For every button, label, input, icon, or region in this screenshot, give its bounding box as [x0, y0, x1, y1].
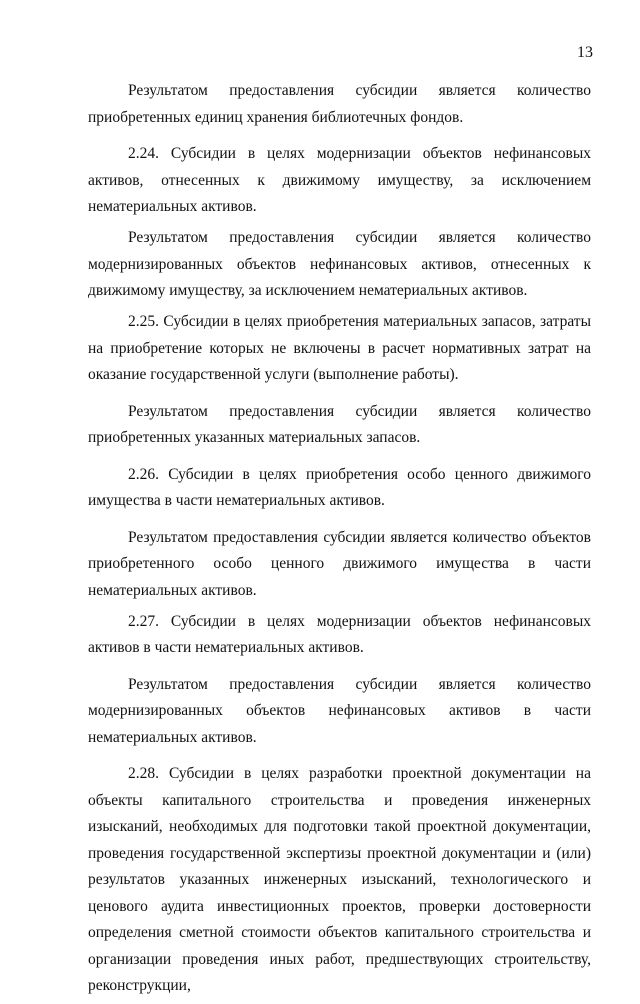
paragraph-2-28: 2.28. Субсидии в целях разработки проектной документации на объекты капитального строительства и проведения инженерных изысканий, необходимых для подготовки такой проектной документации, проведения государственной экспертизы проектной документации и (или) результатов указанных инженерных изысканий, технологического и ценового аудита инвестиционных проектов, проверки достоверности определения сметной стоимости объектов капитального строительства и организации проведения иных работ, предшествующих строительству, реконструкции, [88, 765, 591, 994]
paragraph-result-modernized-movable: Результатом предоставления субсидии является количество модернизированных объектов нефинансовых активов, отнесенных к движимому имуществу, за исключением нематериальных активов. [88, 229, 591, 299]
paragraph-result-material-stocks: Результатом предоставления субсидии является количество приобретенных указанных материальных запасов. [88, 402, 591, 446]
paragraph-2-24: 2.24. Субсидии в целях модернизации объектов нефинансовых активов, отнесенных к движимому имуществу, за исключением нематериальных активов. [88, 145, 591, 215]
paragraph-2-25: 2.25. Субсидии в целях приобретения материальных запасов, затраты на приобретение которых не включены в расчет нормативных затрат на оказание государственной услуги (выполнение работы). [88, 313, 591, 383]
paragraph-2-27: 2.27. Субсидии в целях модернизации объектов нефинансовых активов в части нематериальных активов. [88, 612, 591, 656]
paragraph-2-26: 2.26. Субсидии в целях приобретения особо ценного движимого имущества в части нематериальных активов. [88, 465, 591, 509]
paragraph-result-valuable-property: Результатом предоставления субсидии является количество объектов приобретенного особо ценного движимого имущества в части нематериальных активов. [88, 528, 591, 599]
paragraph-result-modernized-intangible: Результатом предоставления субсидии является количество модернизированных объектов нефинансовых активов в части нематериальных активов. [88, 675, 591, 746]
document-body [88, 78, 591, 1004]
paragraph-result-library-funds: Результатом предоставления субсидии является количество приобретенных единиц хранения библиотечных фондов. [88, 82, 591, 126]
page-number: 13 [577, 44, 593, 61]
